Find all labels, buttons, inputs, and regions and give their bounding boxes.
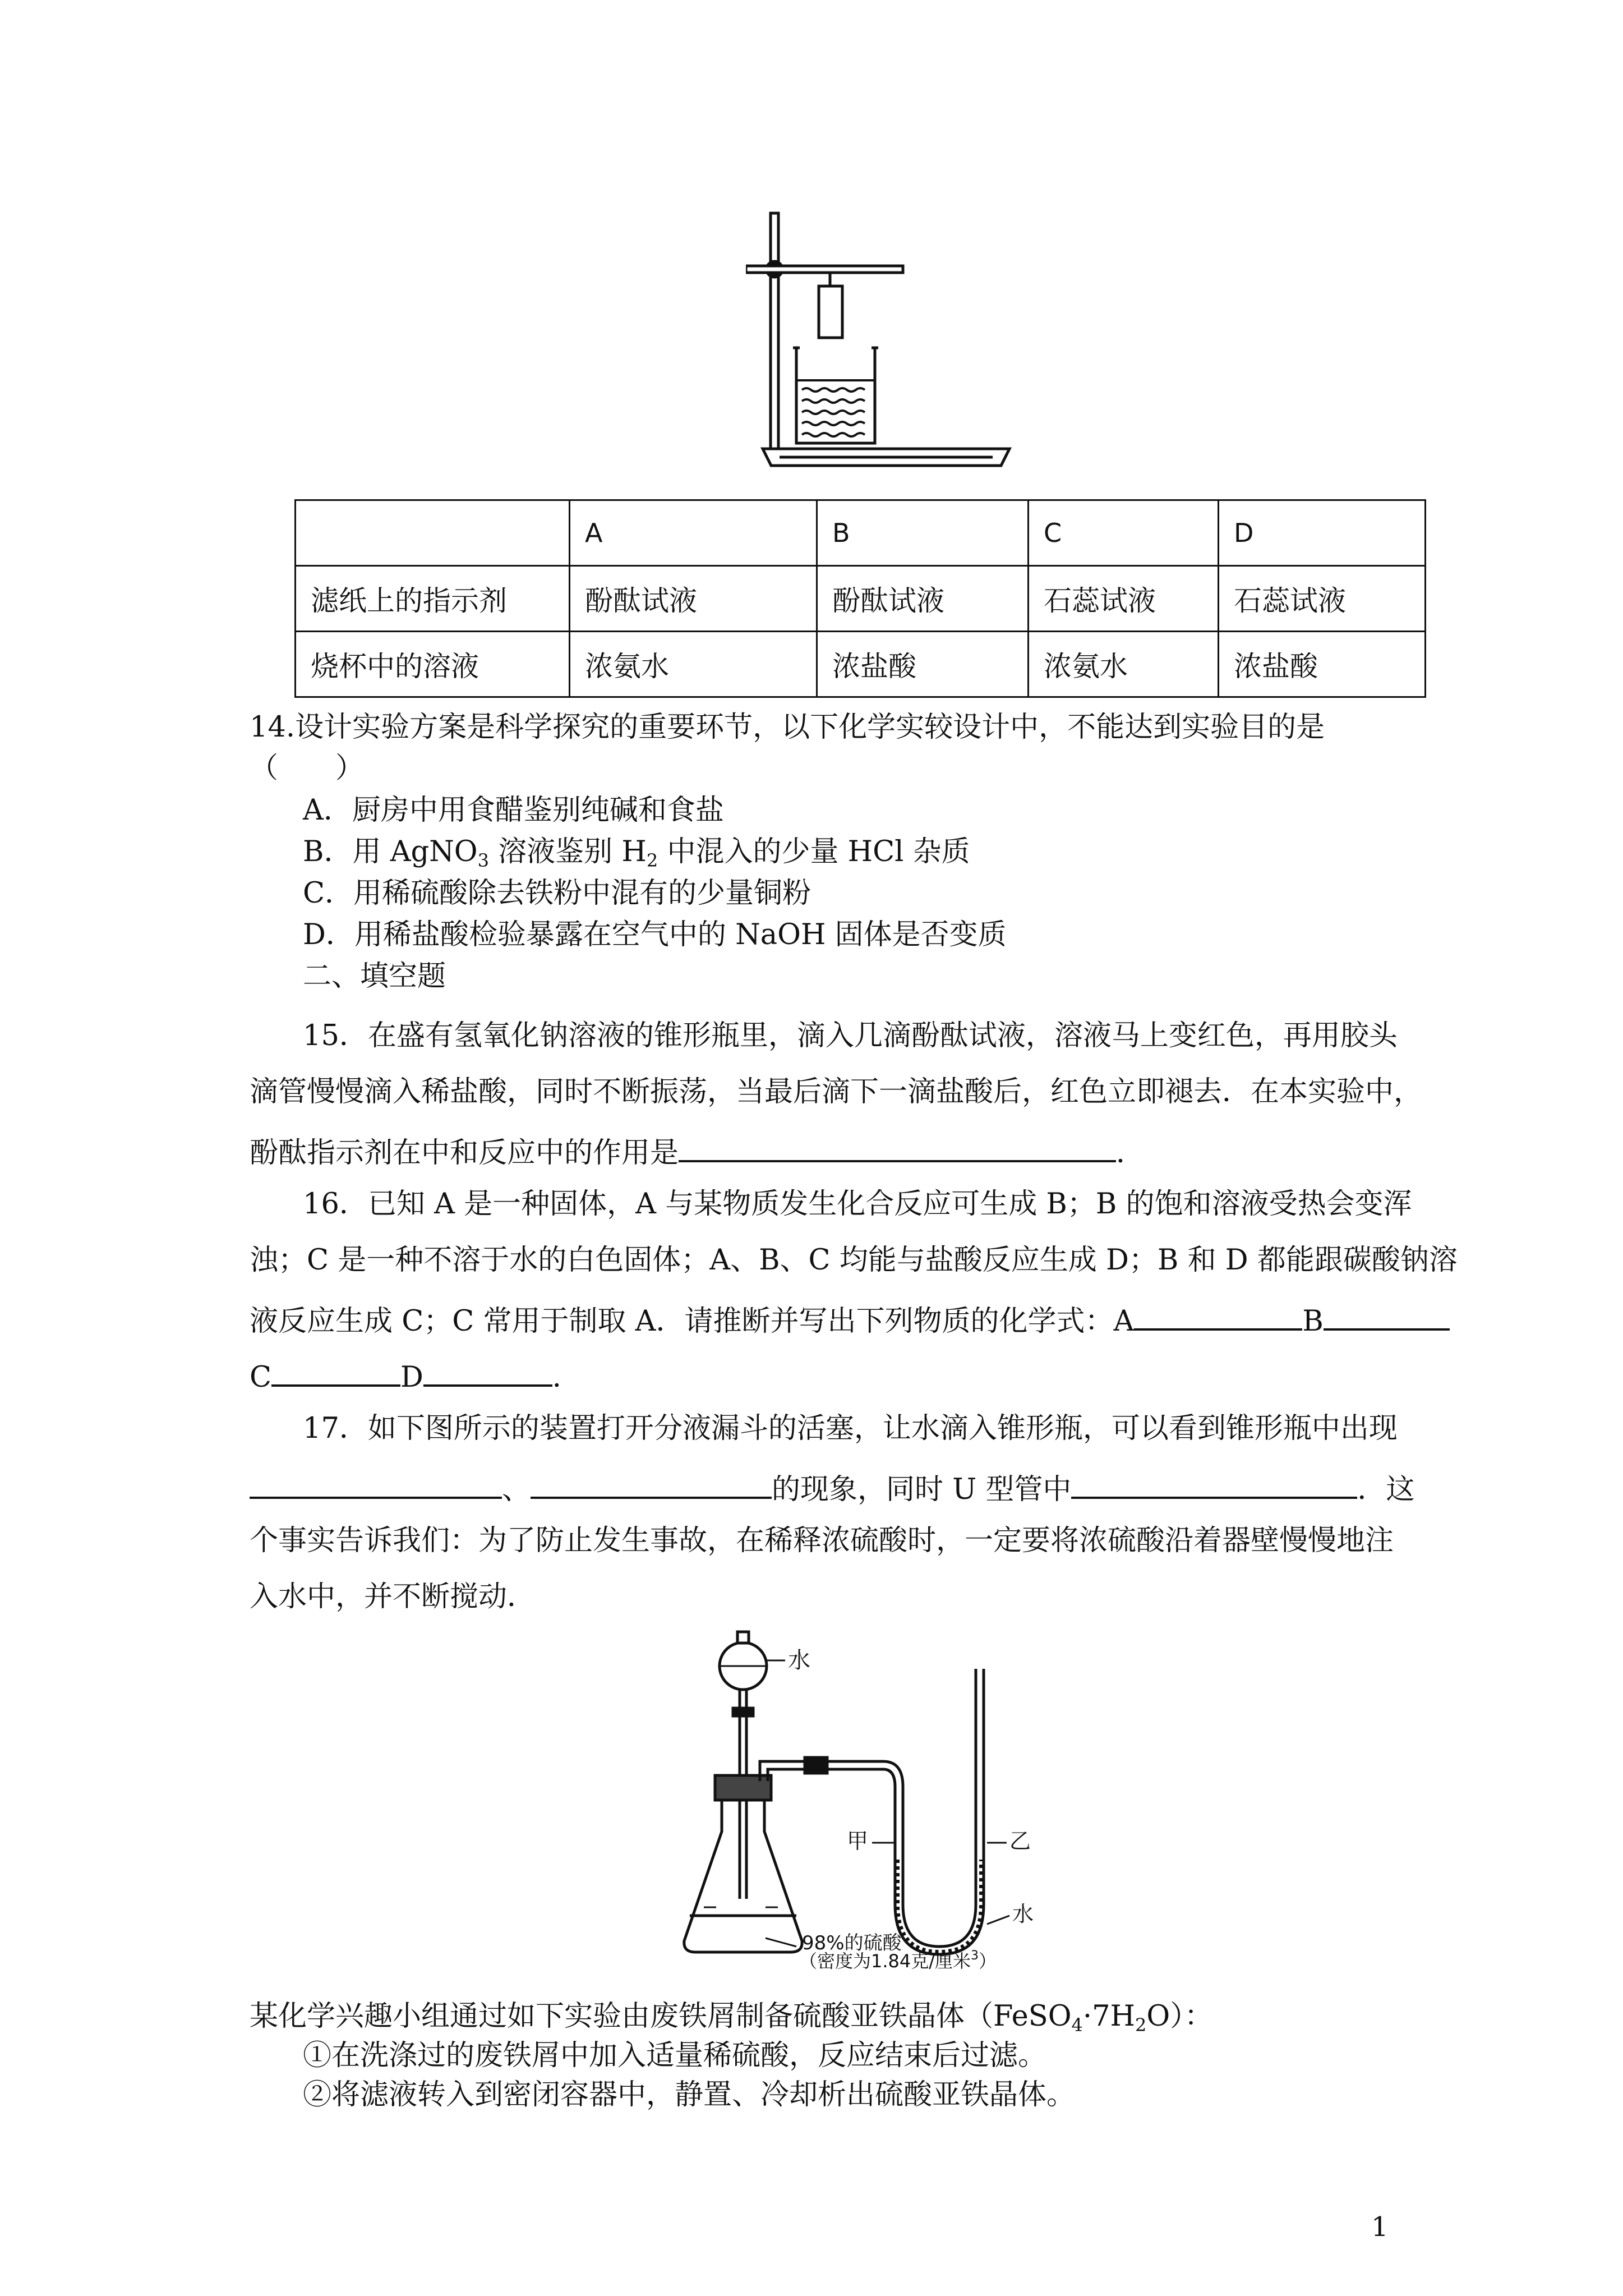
q16-blank-c[interactable] — [271, 1353, 400, 1387]
q17-blank-2[interactable] — [531, 1465, 772, 1499]
table-header-cell: B — [817, 500, 1029, 566]
table-cell: 石蕊试液 — [1029, 566, 1219, 632]
procedure-step-1: ①在洗涤过的废铁屑中加入适量稀硫酸，反应结束后过滤。 — [303, 2039, 1047, 2072]
table-cell: 浓盐酸 — [1219, 632, 1426, 697]
table-row-label: 烧杯中的溶液 — [296, 632, 570, 697]
table-cell: 酚酞试液 — [817, 566, 1029, 632]
flask-stopper — [715, 1775, 771, 1800]
flask-utube-figure — [681, 1624, 1108, 1972]
q16-blank-a[interactable] — [1134, 1297, 1302, 1331]
procedure-step-2: ②将滤液转入到密闭容器中，静置、冷却析出硫酸亚铁晶体。 — [303, 2078, 1076, 2111]
page-number: 1 — [1371, 2211, 1389, 2243]
q15-line1: 15．在盛有氢氧化钠溶液的锥形瓶里，滴入几滴酚酞试液，溶液马上变红色，再用胶头 — [303, 1019, 1398, 1052]
label-jia: 甲 — [847, 1829, 869, 1853]
q14-option-d: D．用稀盐酸检验暴露在空气中的 NaOH 固体是否变质 — [303, 918, 1007, 951]
erlenmeyer-flask — [684, 1800, 802, 1952]
q17-line4: 入水中，并不断搅动． — [250, 1580, 536, 1613]
label-water-right: 水 — [1012, 1902, 1034, 1926]
stand-rod — [771, 213, 778, 449]
table-header-row — [296, 500, 1426, 566]
table-header-cell — [296, 500, 570, 566]
table-row — [296, 566, 1426, 632]
q16-line2: 浊；C 是一种不溶于水的白色固体；A、B、C 均能与盐酸反应生成 D；B 和 D 都能跟碳酸钠溶 — [250, 1244, 1458, 1277]
filter-paper — [819, 286, 842, 338]
q15-line3: 酚酞指示剂在中和反应中的作用是 ． — [250, 1129, 1394, 1173]
q16-blank-b[interactable] — [1324, 1297, 1450, 1331]
stand-arm — [746, 266, 903, 273]
q17-line3: 个事实告诉我们：为了防止发生事故，在稀释浓硫酸时，一定要将浓硫酸沿着器壁慢慢地注 — [250, 1524, 1394, 1557]
q16-blank-d[interactable] — [423, 1353, 552, 1387]
table-cell: 酚酞试液 — [570, 566, 817, 632]
funnel-stopcock — [733, 1708, 753, 1716]
q14-option-b: B．用 AgNO$_3$ 溶液鉴别 $H_2$ 中混入的少量 HCl 杂质 — [303, 835, 970, 871]
label-yi: 乙 — [1009, 1829, 1031, 1853]
table-cell: 石蕊试液 — [1219, 566, 1426, 632]
delivery-tube — [760, 1669, 976, 1947]
q16-line1: 16．已知 A 是一种固体，A 与某物质发生化合反应可生成 B；B 的饱和溶液受热会变浑 — [303, 1188, 1412, 1221]
q16-line3: 液反应生成 C；C 常用于制取 A．请推断并写出下列物质的化学式：A B — [250, 1297, 1394, 1341]
table-row — [296, 632, 1426, 697]
stand-beaker-figure — [746, 202, 1026, 477]
label-acid: 98%的硫酸 — [802, 1932, 902, 1954]
table-row-label: 滤纸上的指示剂 — [296, 566, 570, 632]
section-heading: 二、填空题 — [303, 960, 446, 993]
utube-water — [897, 1860, 982, 1953]
table-header-cell: D — [1219, 500, 1426, 566]
q14-stem: 14.设计实验方案是科学探究的重要环节，以下化学实较设计中，不能达到实验目的是 — [250, 711, 1325, 744]
table-header-cell: A — [570, 500, 817, 566]
funnel-stopper — [737, 1632, 749, 1643]
table-cell: 浓氨水 — [1029, 632, 1219, 697]
q17-blank-3[interactable] — [1071, 1465, 1357, 1499]
label-water-top: 水 — [788, 1648, 810, 1673]
indicator-table — [294, 499, 1426, 698]
q14-option-c: C．用稀硫酸除去铁粉中混有的少量铜粉 — [303, 877, 811, 910]
q17-line2: 、 的现象，同时 U 型管中 ．这 — [250, 1465, 1394, 1510]
procedure-intro: 某化学兴趣小组通过如下实验由废铁屑制备硫酸亚铁晶体$(FeSO_4\cdot 7H_2O)$： — [250, 2000, 1213, 2036]
q17-blank-1[interactable] — [250, 1465, 502, 1499]
table-cell: 浓氨水 — [570, 632, 817, 697]
beaker — [796, 348, 875, 443]
label-density: （密度为1.84克/厘米$^3$） — [799, 1949, 997, 1972]
table-header-cell: C — [1029, 500, 1219, 566]
q16-line4: C D ． — [250, 1353, 1394, 1397]
beaker-liquid — [797, 380, 874, 436]
q15-line2: 滴管慢慢滴入稀盐酸，同时不断振荡，当最后滴下一滴盐酸后，红色立即褪去．在本实验中， — [250, 1075, 1423, 1108]
q15-answer-blank[interactable] — [679, 1129, 1116, 1162]
q14-paren: （ ） — [250, 752, 365, 785]
q17-line1: 17．如下图所示的装置打开分液漏斗的活塞，让水滴入锥形瓶，可以看到锥形瓶中出现 — [303, 1412, 1398, 1445]
table-cell: 浓盐酸 — [817, 632, 1029, 697]
q14-option-a: A．厨房中用食醋鉴别纯碱和食盐 — [303, 794, 724, 827]
